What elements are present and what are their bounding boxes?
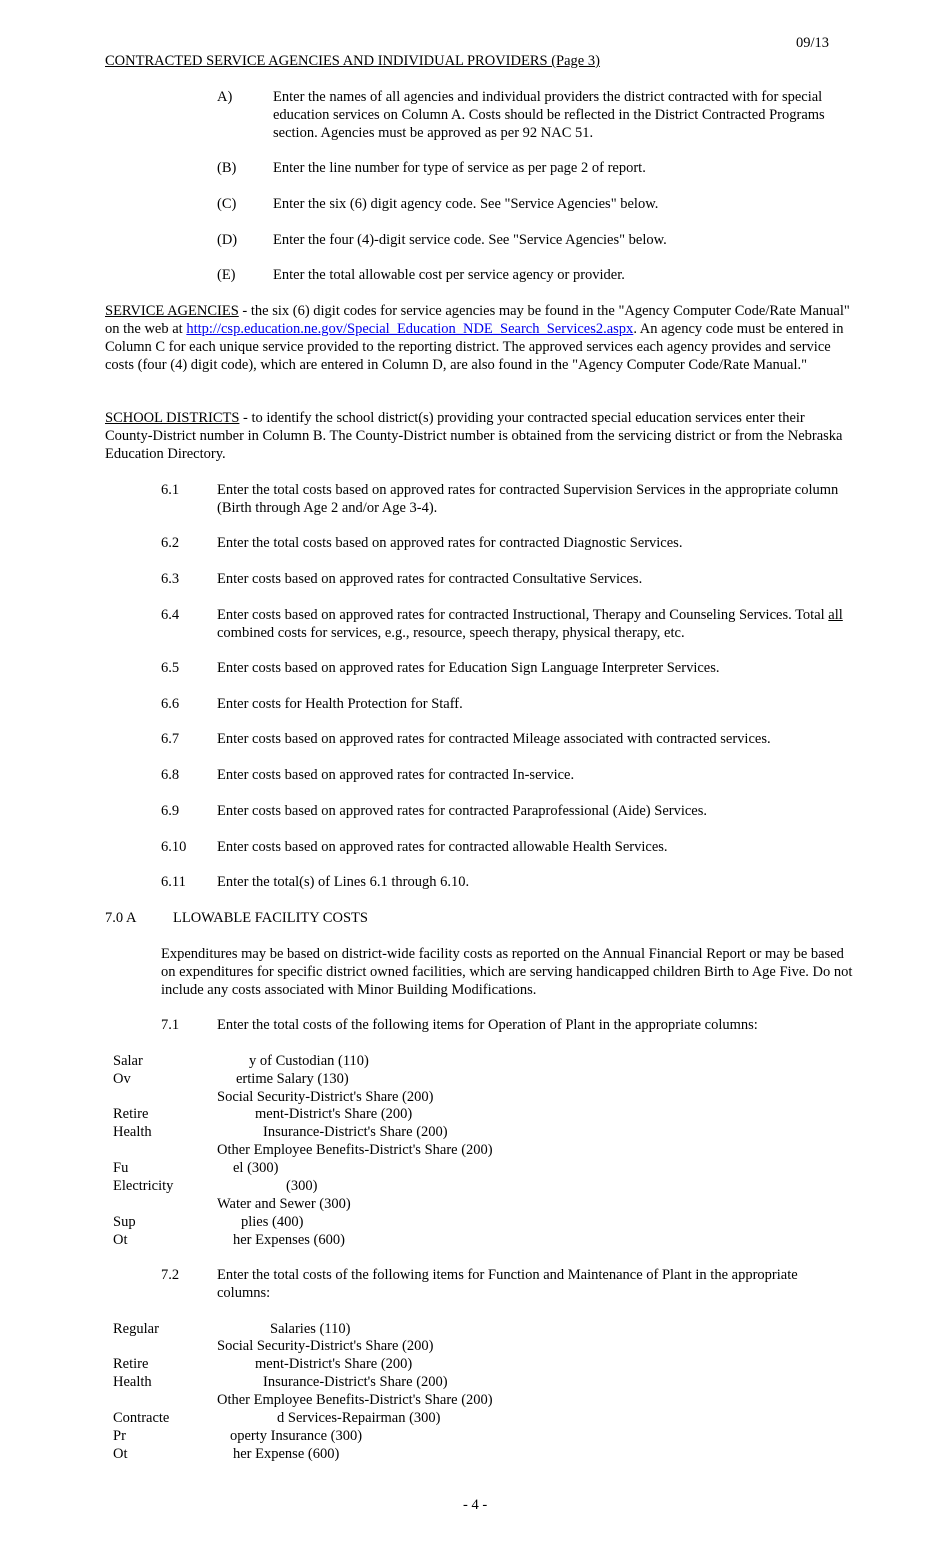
line-number: 7.1	[161, 1017, 180, 1033]
list-item: Other Employee Benefits-District's Share (200)	[217, 1142, 493, 1158]
line-text	[217, 606, 847, 642]
line-number: 6.9	[161, 803, 180, 819]
list-item: Social Security-District's Share (200)	[217, 1338, 434, 1354]
line-number: 6.3	[161, 571, 180, 587]
line-text: Enter the total(s) of Lines 6.1 through 6.10.	[217, 874, 470, 890]
list-item: her Expenses (600)	[233, 1232, 345, 1248]
column-text: Enter the six (6) digit agency code. See "Service Agencies" below.	[273, 196, 659, 212]
list-item: ertime Salary (130)	[236, 1071, 349, 1087]
section-title: CONTRACTED SERVICE AGENCIES AND INDIVIDUAL PROVIDERS (Page 3)	[105, 53, 600, 69]
school-districts-heading: SCHOOL DISTRICTS	[105, 410, 240, 426]
list-item: d Services-Repairman (300)	[277, 1410, 441, 1426]
line-text: Enter costs for Health Protection for Staff.	[217, 696, 463, 712]
page-date: 09/13	[796, 35, 830, 51]
line-number: 6.5	[161, 660, 180, 676]
list-item: plies (400)	[241, 1214, 304, 1230]
list-item-prefix: Retire	[113, 1356, 149, 1372]
list-item-prefix: Pr	[113, 1428, 126, 1444]
service-agencies-intro: - the six (6) digit codes for service agencies may be found in the "Agency Computer Code/Rate Manual" on the web at	[105, 303, 850, 337]
list-item-prefix: Ot	[113, 1232, 128, 1248]
section-7-title: LLOWABLE FACILITY COSTS	[173, 910, 368, 926]
list-item-prefix: Ot	[113, 1446, 128, 1462]
list-item: Water and Sewer (300)	[217, 1196, 351, 1212]
column-label: (B)	[217, 160, 237, 176]
column-label: A)	[217, 89, 233, 105]
line-text: Enter the total costs of the following items for Operation of Plant in the appropriate columns:	[217, 1017, 758, 1033]
service-agencies-heading: SERVICE AGENCIES	[105, 303, 239, 319]
column-label: (D)	[217, 232, 238, 248]
list-item-prefix: Health	[113, 1124, 152, 1140]
section-7-number: 7.0 A	[105, 910, 137, 926]
list-item: ment-District's Share (200)	[255, 1106, 413, 1122]
line-text: Enter costs based on approved rates for contracted Mileage associated with contracted services.	[217, 731, 771, 747]
page-number: - 4 -	[463, 1497, 488, 1513]
list-item-prefix: Electricity	[113, 1178, 174, 1194]
line-number: 6.2	[161, 535, 180, 551]
line-text: Enter the total costs based on approved rates for contracted Supervision Services in the appropriate column (Birth through Age 2 and/or Age 3-4).	[217, 482, 839, 516]
line-text: Enter costs based on approved rates for contracted In-service.	[217, 767, 575, 783]
service-agencies-rest: . An agency code must be entered in Column C for each unique service provided to the reporting district. The approved services each agency provides and service costs (four (4) digit code), which are entered in Column D, are also found in the "Agency Computer Code/Rate Manual."	[105, 321, 844, 373]
column-text: Enter the four (4)-digit service code. See "Service Agencies" below.	[273, 232, 667, 248]
section-7-intro: Expenditures may be based on district-wide facility costs as reported on the Annual Financial Report or may be based on expenditures for specific district owned facilities, which are serving handicapped children Birth to Age Five. Do not include any costs associated with Minor Building Modifications.	[161, 946, 853, 998]
list-item-prefix: Contracte	[113, 1410, 170, 1426]
list-item-prefix: Regular	[113, 1321, 159, 1337]
list-item: ment-District's Share (200)	[255, 1356, 413, 1372]
line-number: 6.7	[161, 731, 180, 747]
line-number: 6.4	[161, 607, 180, 623]
line-text: Enter costs based on approved rates for Education Sign Language Interpreter Services.	[217, 660, 720, 676]
list-item-prefix: Health	[113, 1374, 152, 1390]
list-item: y of Custodian (110)	[249, 1053, 369, 1069]
school-districts-text: - to identify the school district(s) providing your contracted special education services enter their County-District number in Column B. The County-District number is obtained from the servicing district or from the Nebraska Education Directory.	[105, 410, 843, 462]
service-agencies-paragraph	[105, 302, 850, 374]
line-text-post: combined costs for services, e.g., resource, speech therapy, physical therapy, etc.	[217, 625, 685, 641]
agency-manual-link[interactable]: http://csp.education.ne.gov/Special_Education_NDE_Search_Services2.aspx	[186, 321, 634, 337]
line-number: 6.10	[161, 839, 187, 855]
list-item: her Expense (600)	[233, 1446, 340, 1462]
list-item-prefix: Ov	[113, 1071, 131, 1087]
list-item: el (300)	[233, 1160, 279, 1176]
list-item: Insurance-District's Share (200)	[263, 1124, 448, 1140]
column-text: Enter the names of all agencies and individual providers the district contracted with for special education services on Column A. Costs should be reflected in the District Contracted Programs section. Agencies must be approved as per 92 NAC 51.	[273, 89, 825, 141]
list-item-prefix: Retire	[113, 1106, 149, 1122]
column-text: Enter the line number for type of service as per page 2 of report.	[273, 160, 646, 176]
line-number: 6.8	[161, 767, 180, 783]
column-label: (E)	[217, 267, 236, 283]
line-text: Enter the total costs of the following items for Function and Maintenance of Plant in the appropriate columns:	[217, 1267, 798, 1301]
line-number: 6.6	[161, 696, 180, 712]
line-text: Enter costs based on approved rates for contracted allowable Health Services.	[217, 839, 668, 855]
line-text: Enter costs based on approved rates for contracted Consultative Services.	[217, 571, 643, 587]
line-text: Enter costs based on approved rates for contracted Paraprofessional (Aide) Services.	[217, 803, 707, 819]
list-item-prefix: Sup	[113, 1214, 136, 1230]
list-item: Other Employee Benefits-District's Share (200)	[217, 1392, 493, 1408]
school-districts-paragraph	[105, 409, 850, 463]
list-item: Social Security-District's Share (200)	[217, 1089, 434, 1105]
list-item: Salaries (110)	[270, 1321, 351, 1337]
column-label: (C)	[217, 196, 237, 212]
line-text-emphasis: all	[828, 607, 843, 623]
list-item: Insurance-District's Share (200)	[263, 1374, 448, 1390]
list-item-prefix: Salar	[113, 1053, 143, 1069]
column-text: Enter the total allowable cost per service agency or provider.	[273, 267, 625, 283]
list-item-prefix: Fu	[113, 1160, 129, 1176]
line-number: 6.11	[161, 874, 186, 890]
list-item: (300)	[286, 1178, 318, 1194]
line-number: 6.1	[161, 482, 180, 498]
list-item: operty Insurance (300)	[230, 1428, 363, 1444]
line-text: Enter the total costs based on approved rates for contracted Diagnostic Services.	[217, 535, 683, 551]
line-number: 7.2	[161, 1267, 180, 1283]
line-text-pre: Enter costs based on approved rates for contracted Instructional, Therapy and Counseling Services. Total	[217, 607, 829, 623]
